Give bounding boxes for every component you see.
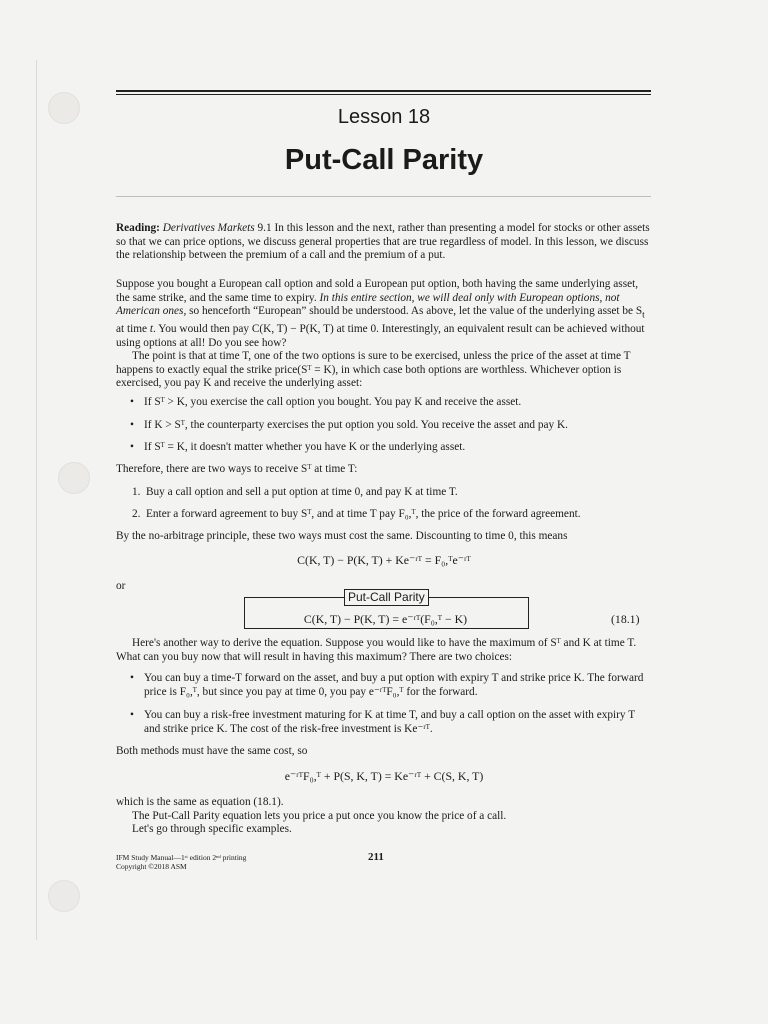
bullet-item: • If Sᵀ > K, you exercise the call option you bought. You pay K and receive the asset.: [130, 396, 652, 410]
same-cost-line: Both methods must have the same cost, so: [116, 745, 308, 757]
bullet-text: If Sᵀ = K, it doesn't matter whether you have K or the underlying asset.: [144, 441, 466, 453]
bullet-text: You can buy a risk-free investment maturing for K at time T, and buy a call option on the asset with expiry T and strike price K. The cost of the risk-free investment is Ke⁻ʳᵀ.: [144, 709, 635, 735]
closing-line: Let's go through specific examples.: [132, 823, 292, 836]
bullet-text: If K > Sᵀ, the counterparty exercises the put option you sold. You receive the asset and pay K.: [144, 419, 568, 431]
parity-box-label: Put-Call Parity: [344, 589, 429, 606]
closing-line: which is the same as equation (18.1).: [116, 796, 284, 808]
intro-text-c: at time: [116, 323, 150, 336]
bullet-item: • You can buy a time-T forward on the asset, and buy a put option with expiry T and strike price K. The forward price is F₀,ᵀ, but since you pay at time 0, you pay e⁻ʳᵀF₀,ᵀ for the forward.: [130, 672, 652, 699]
intro-text-b: so henceforth “European” should be understood. As above, let the value of the underlying asset be S: [186, 305, 643, 318]
bullet-item: • If Sᵀ = K, it doesn't matter whether you have K or the underlying asset.: [130, 441, 652, 455]
closing-paragraph: [116, 796, 654, 837]
parity-equation: C(K, T) − P(K, T) = e⁻ʳᵀ(F₀,ᵀ − K): [303, 612, 468, 626]
equation-discounted: C(K, T) − P(K, T) + Ke⁻ʳᵀ = F₀,ᵀe⁻ʳᵀ: [297, 553, 471, 567]
punch-hole-bottom: [48, 880, 80, 912]
intro-italic: In this entire section, we will deal only with European options, not American ones,: [116, 291, 620, 318]
exercise-paragraph: The point is that at time T, one of the two options is sure to be exercised, unless the price of the asset at time T happens to exactly equal the strike price(Sᵀ = K), in which case both options are worthless. Whichever option is exercised, you pay K and receive the underlying asset:: [116, 350, 631, 390]
footer-edition: IFM Study Manual—1ˢᵗ edition 2ⁿᵈ printing: [116, 853, 247, 862]
numbered-item: [132, 508, 654, 522]
equation-alternate: e⁻ʳᵀF₀,ᵀ + P(S, K, T) = Ke⁻ʳᵀ + C(S, K, T): [284, 769, 484, 783]
lesson-number: Lesson 18: [337, 106, 431, 128]
intro-paragraph: [116, 278, 654, 391]
item-number: 1.: [132, 486, 141, 498]
intro-text-a: Suppose you bought a European call option and sold a European put option, both having the same underlying asset, the same strike, and the same time to expiry.: [116, 278, 639, 304]
item-number: 2.: [132, 508, 141, 520]
scan-edge-line: [36, 60, 37, 940]
top-rule-second: [116, 94, 651, 95]
top-rule: [116, 90, 651, 92]
reading-paragraph: [116, 222, 654, 263]
bullet-text: If Sᵀ > K, you exercise the call option you bought. You pay K and receive the asset.: [144, 396, 522, 408]
bullet-text: You can buy a time-T forward on the asset, and buy a put option with expiry T and strike price K. The forward price is F₀,ᵀ, but since you pay at time 0, you pay e⁻ʳᵀF₀,ᵀ for the forward.: [144, 672, 644, 698]
intro-text-d: . You would then pay C(K, T) − P(K, T) at time 0. Interestingly, an equivalent result can be achieved without using options at all! Do you see how?: [116, 323, 645, 349]
item-text: Buy a call option and sell a put option at time 0, and pay K at time T.: [146, 486, 458, 498]
item-text: Enter a forward agreement to buy Sᵀ, and at time T pay F₀,ᵀ, the price of the forward agreement.: [146, 508, 581, 520]
footer-text: [116, 853, 246, 871]
no-arbitrage-line: By the no-arbitrage principle, these two ways must cost the same. Discounting to time 0, this means: [116, 530, 568, 542]
bullet-item: • If K > Sᵀ, the counterparty exercises the put option you sold. You receive the asset and pay K.: [130, 419, 652, 433]
page-title: Put-Call Parity: [284, 144, 484, 176]
therefore-line: Therefore, there are two ways to receive Sᵀ at time T:: [116, 463, 358, 475]
equation-number: (18.1): [611, 612, 640, 626]
reading-text: 9.1 In this lesson and the next, rather than presenting a model for stocks or other assets so that we can price options, we discuss general properties that are true regardless of model. In this lesson, we discuss the relationship between the premium of a call and the premium of a put.: [116, 222, 650, 262]
bullet-item: • You can buy a risk-free investment maturing for K at time T, and buy a call option on the asset with expiry T and strike price K. The cost of the risk-free investment is Ke⁻ʳᵀ.: [130, 709, 652, 736]
or-word: or: [116, 580, 126, 592]
intro-var-t: t: [149, 323, 154, 336]
closing-line: The Put-Call Parity equation lets you price a put once you know the price of a call.: [132, 809, 507, 822]
intro-subscript: t: [642, 310, 645, 321]
reading-source: Derivatives Markets: [162, 222, 255, 234]
page-number: 211: [368, 851, 384, 863]
reading-label: Reading:: [116, 222, 160, 234]
numbered-item: [132, 486, 654, 500]
title-rule: [116, 196, 651, 197]
derivation-paragraph: Here's another way to derive the equation. Suppose you would like to have the maximum of Sᵀ and K at time T. What can you buy now that will result in having this maximum? There are two choices:: [116, 637, 637, 663]
footer-copyright: Copyright ©2018 ASM: [116, 862, 187, 871]
punch-hole-middle: [58, 462, 90, 494]
